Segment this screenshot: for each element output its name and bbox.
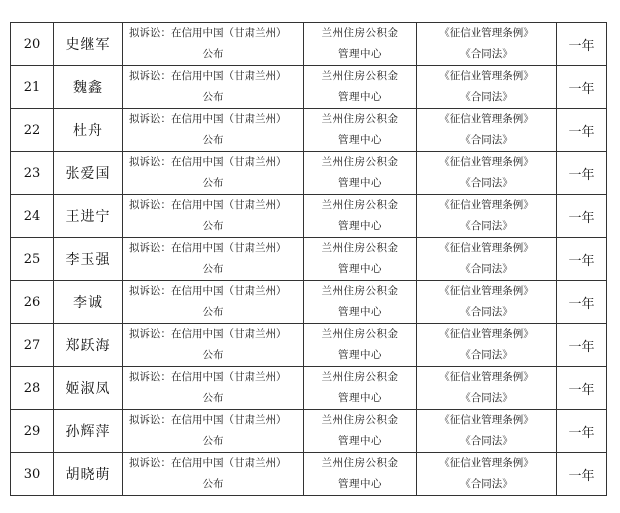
- organization-cell: [304, 238, 417, 281]
- table-row: [11, 238, 607, 281]
- table-body: [11, 23, 607, 496]
- person-name: 史继军: [54, 23, 123, 66]
- action-text-line1: 拟诉讼：在信用中国（甘肃兰州）: [129, 328, 287, 340]
- organization-line1: 兰州住房公积金: [321, 457, 399, 469]
- action-text-line1: 拟诉讼：在信用中国（甘肃兰州）: [129, 199, 287, 211]
- person-name: 姬淑凤: [54, 367, 123, 410]
- person-name: 李玉强: [54, 238, 123, 281]
- organization-cell: [304, 66, 417, 109]
- organization-line1: 兰州住房公积金: [321, 199, 399, 211]
- legal-basis-line2: 《合同法》: [460, 48, 513, 60]
- row-number: 26: [11, 281, 54, 324]
- table-row: [11, 324, 607, 367]
- organization-line2: 管理中心: [338, 478, 382, 490]
- duration-cell: 一年: [557, 281, 607, 324]
- row-number: 22: [11, 109, 54, 152]
- record-table: [10, 22, 607, 496]
- organization-line2: 管理中心: [338, 349, 382, 361]
- action-text-line2: 公布: [202, 349, 224, 361]
- legal-basis-line2: 《合同法》: [460, 306, 513, 318]
- duration-cell: 一年: [557, 152, 607, 195]
- organization-line2: 管理中心: [338, 177, 382, 189]
- legal-basis-line1: 《征信业管理条例》: [439, 156, 534, 168]
- person-name: 孙辉萍: [54, 410, 123, 453]
- action-text-line2: 公布: [202, 478, 224, 490]
- organization-cell: [304, 324, 417, 367]
- action-text-line2: 公布: [202, 220, 224, 232]
- organization-line1: 兰州住房公积金: [321, 414, 399, 426]
- action-text-line2: 公布: [202, 392, 224, 404]
- legal-basis-cell: [417, 238, 557, 281]
- table-row: [11, 367, 607, 410]
- organization-line1: 兰州住房公积金: [321, 371, 399, 383]
- legal-basis-cell: [417, 152, 557, 195]
- duration-cell: 一年: [557, 410, 607, 453]
- row-number: 28: [11, 367, 54, 410]
- action-text-line2: 公布: [202, 134, 224, 146]
- table-row: [11, 152, 607, 195]
- action-text-line1: 拟诉讼：在信用中国（甘肃兰州）: [129, 414, 287, 426]
- action-text-line2: 公布: [202, 91, 224, 103]
- person-name: 张爱国: [54, 152, 123, 195]
- table-row: [11, 66, 607, 109]
- table-row: [11, 23, 607, 66]
- legal-basis-line2: 《合同法》: [460, 220, 513, 232]
- action-cell: [123, 23, 304, 66]
- action-text-line2: 公布: [202, 435, 224, 447]
- organization-line1: 兰州住房公积金: [321, 285, 399, 297]
- action-cell: [123, 238, 304, 281]
- legal-basis-cell: [417, 23, 557, 66]
- table-row: [11, 410, 607, 453]
- action-text-line2: 公布: [202, 177, 224, 189]
- legal-basis-cell: [417, 195, 557, 238]
- action-text-line1: 拟诉讼：在信用中国（甘肃兰州）: [129, 242, 287, 254]
- legal-basis-line2: 《合同法》: [460, 392, 513, 404]
- legal-basis-line2: 《合同法》: [460, 478, 513, 490]
- legal-basis-line2: 《合同法》: [460, 91, 513, 103]
- duration-cell: 一年: [557, 109, 607, 152]
- table-row: [11, 453, 607, 496]
- organization-line2: 管理中心: [338, 134, 382, 146]
- action-text-line1: 拟诉讼：在信用中国（甘肃兰州）: [129, 113, 287, 125]
- action-text-line1: 拟诉讼：在信用中国（甘肃兰州）: [129, 27, 287, 39]
- organization-cell: [304, 367, 417, 410]
- row-number: 23: [11, 152, 54, 195]
- action-text-line1: 拟诉讼：在信用中国（甘肃兰州）: [129, 156, 287, 168]
- legal-basis-cell: [417, 109, 557, 152]
- person-name: 王进宁: [54, 195, 123, 238]
- organization-cell: [304, 109, 417, 152]
- row-number: 25: [11, 238, 54, 281]
- action-text-line2: 公布: [202, 306, 224, 318]
- organization-line2: 管理中心: [338, 435, 382, 447]
- legal-basis-line2: 《合同法》: [460, 263, 513, 275]
- action-text-line1: 拟诉讼：在信用中国（甘肃兰州）: [129, 285, 287, 297]
- action-cell: [123, 324, 304, 367]
- organization-cell: [304, 152, 417, 195]
- organization-cell: [304, 195, 417, 238]
- organization-line2: 管理中心: [338, 91, 382, 103]
- organization-cell: [304, 453, 417, 496]
- legal-basis-line1: 《征信业管理条例》: [439, 285, 534, 297]
- organization-line2: 管理中心: [338, 392, 382, 404]
- legal-basis-line1: 《征信业管理条例》: [439, 371, 534, 383]
- organization-line2: 管理中心: [338, 48, 382, 60]
- organization-line2: 管理中心: [338, 306, 382, 318]
- row-number: 29: [11, 410, 54, 453]
- duration-cell: 一年: [557, 367, 607, 410]
- legal-basis-line1: 《征信业管理条例》: [439, 242, 534, 254]
- legal-basis-line1: 《征信业管理条例》: [439, 27, 534, 39]
- row-number: 24: [11, 195, 54, 238]
- action-cell: [123, 453, 304, 496]
- action-cell: [123, 281, 304, 324]
- row-number: 30: [11, 453, 54, 496]
- person-name: 杜舟: [54, 109, 123, 152]
- legal-basis-line1: 《征信业管理条例》: [439, 70, 534, 82]
- legal-basis-line1: 《征信业管理条例》: [439, 328, 534, 340]
- row-number: 27: [11, 324, 54, 367]
- legal-basis-cell: [417, 281, 557, 324]
- organization-line1: 兰州住房公积金: [321, 113, 399, 125]
- person-name: 郑跃海: [54, 324, 123, 367]
- organization-line1: 兰州住房公积金: [321, 27, 399, 39]
- action-cell: [123, 410, 304, 453]
- legal-basis-cell: [417, 324, 557, 367]
- legal-basis-line2: 《合同法》: [460, 134, 513, 146]
- action-text-line2: 公布: [202, 263, 224, 275]
- organization-line1: 兰州住房公积金: [321, 242, 399, 254]
- duration-cell: 一年: [557, 453, 607, 496]
- organization-cell: [304, 23, 417, 66]
- row-number: 21: [11, 66, 54, 109]
- action-text-line1: 拟诉讼：在信用中国（甘肃兰州）: [129, 70, 287, 82]
- legal-basis-cell: [417, 453, 557, 496]
- legal-basis-line1: 《征信业管理条例》: [439, 199, 534, 211]
- legal-basis-cell: [417, 66, 557, 109]
- duration-cell: 一年: [557, 23, 607, 66]
- action-text-line1: 拟诉讼：在信用中国（甘肃兰州）: [129, 457, 287, 469]
- person-name: 李诚: [54, 281, 123, 324]
- person-name: 胡晓萌: [54, 453, 123, 496]
- duration-cell: 一年: [557, 238, 607, 281]
- duration-cell: 一年: [557, 324, 607, 367]
- table-row: [11, 109, 607, 152]
- action-cell: [123, 66, 304, 109]
- legal-basis-line1: 《征信业管理条例》: [439, 113, 534, 125]
- duration-cell: 一年: [557, 66, 607, 109]
- organization-line2: 管理中心: [338, 263, 382, 275]
- legal-basis-line1: 《征信业管理条例》: [439, 414, 534, 426]
- legal-basis-cell: [417, 410, 557, 453]
- organization-cell: [304, 281, 417, 324]
- organization-line1: 兰州住房公积金: [321, 70, 399, 82]
- person-name: 魏鑫: [54, 66, 123, 109]
- table-row: [11, 281, 607, 324]
- legal-basis-line1: 《征信业管理条例》: [439, 457, 534, 469]
- legal-basis-line2: 《合同法》: [460, 435, 513, 447]
- legal-basis-line2: 《合同法》: [460, 349, 513, 361]
- action-text-line1: 拟诉讼：在信用中国（甘肃兰州）: [129, 371, 287, 383]
- organization-cell: [304, 410, 417, 453]
- row-number: 20: [11, 23, 54, 66]
- organization-line1: 兰州住房公积金: [321, 156, 399, 168]
- duration-cell: 一年: [557, 195, 607, 238]
- action-cell: [123, 367, 304, 410]
- table-row: [11, 195, 607, 238]
- organization-line2: 管理中心: [338, 220, 382, 232]
- action-cell: [123, 109, 304, 152]
- legal-basis-cell: [417, 367, 557, 410]
- action-cell: [123, 152, 304, 195]
- action-text-line2: 公布: [202, 48, 224, 60]
- action-cell: [123, 195, 304, 238]
- organization-line1: 兰州住房公积金: [321, 328, 399, 340]
- legal-basis-line2: 《合同法》: [460, 177, 513, 189]
